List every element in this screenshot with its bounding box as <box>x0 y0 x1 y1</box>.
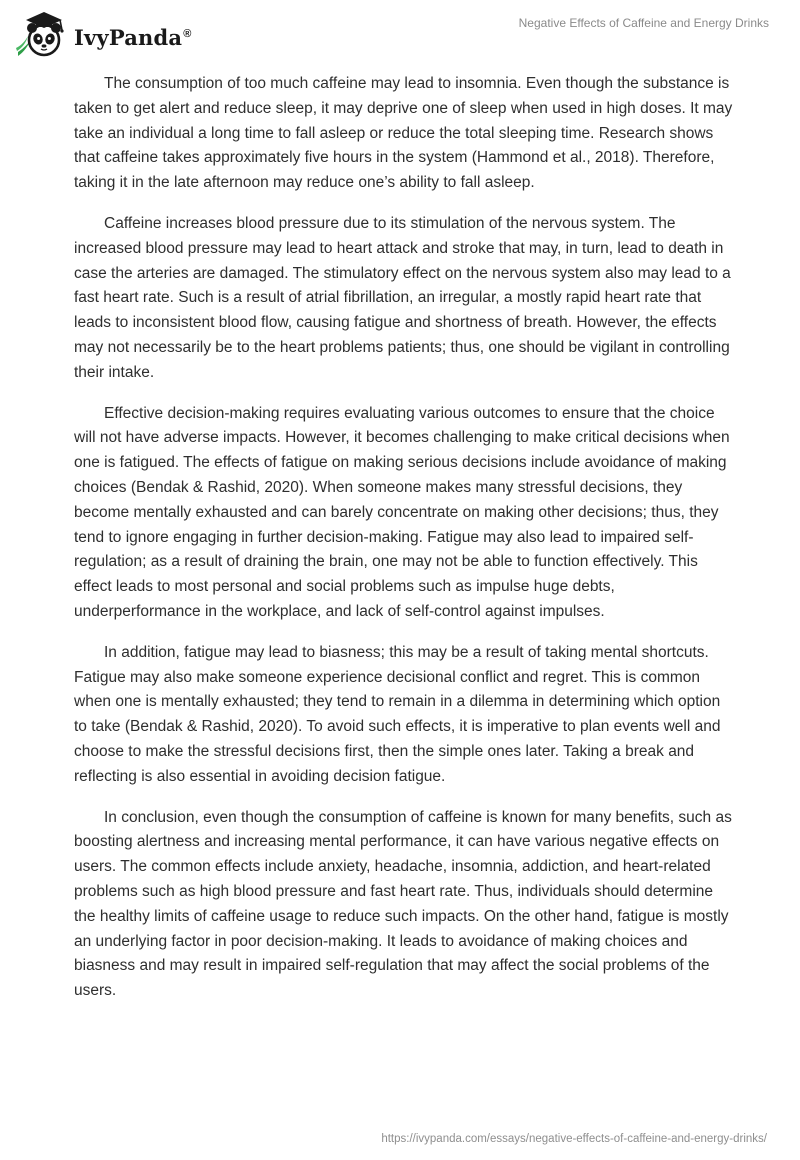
paragraph-biasness: In addition, fatigue may lead to biasness; this may be a result of taking mental shortcuts. Fatigue may also make someone experience decisional conflict and regret. This is common when one is mentally exhausted; they tend to remain in a dilemma in determining which option to take (Bendak & Rashid, 2020). To avoid such effects, it is imperative to plan events well and choose to make the stressful decisions first, then the simple ones later. Taking a break and reflecting is also essential in avoiding decision fatigue. <box>74 643 721 785</box>
panda-graduate-logo-icon <box>14 8 70 62</box>
paragraph-insomnia: The consumption of too much caffeine may lead to insomnia. Even though the substance is taken to get alert and reduce sleep, it may deprive one of sleep when used in high doses. It may take an individual a long time to fall asleep or reduce the total sleeping time. Research shows that caffeine takes approximately five hours in the system (Hammond et al., 2018). Therefore, taking it in the late afternoon may reduce one’s ability to fall asleep. <box>74 75 733 192</box>
registered-mark: ® <box>183 27 192 40</box>
source-url[interactable]: https://ivypanda.com/essays/negative-effects-of-caffeine-and-energy-drinks/ <box>381 1133 767 1145</box>
essay-body <box>74 72 734 1020</box>
document-title: Negative Effects of Caffeine and Energy Drinks <box>518 16 769 30</box>
page-header <box>0 0 800 70</box>
paragraph-conclusion: In conclusion, even though the consumption of caffeine is known for many benefits, such as boosting alertness and increasing mental performance, it can have various negative effects on users. The common effects include anxiety, headache, insomnia, addiction, and heart-related problems such as high blood pressure and fast heart rate. Thus, individuals should determine the healthy limits of caffeine usage to reduce such impacts. On the other hand, fatigue is mostly an underlying factor in poor decision-making. It leads to avoidance of making choices and biasness and may result in impaired self-regulation that may affect the social problems of the users. <box>74 808 732 1000</box>
paragraph-blood-pressure: Caffeine increases blood pressure due to its stimulation of the nervous system. The increased blood pressure may lead to heart attack and stroke that may, in turn, lead to death in case the arteries are damaged. The stimulatory effect on the nervous system also may lead to a fast heart rate. Such is a result of atrial fibrillation, an irregular, a mostly rapid heart rate that leads to inconsistent blood flow, causing fatigue and shortness of breath. However, the effects may not necessarily be to the heart problems patients; thus, one should be vigilant in controlling their intake. <box>74 214 731 381</box>
ivypanda-logo[interactable] <box>14 8 192 62</box>
brand-name: IvyPanda® <box>74 24 192 50</box>
paragraph-decision-making: Effective decision-making requires evaluating various outcomes to ensure that the choice will not have adverse impacts. However, it becomes challenging to make critical decisions when one is fatigued. The effects of fatigue on making serious decisions include avoidance of making choices (Bendak & Rashid, 2020). When someone makes many stressful decisions, they become mentally exhausted and can barely concentrate on making other decisions; thus, they tend to ignore engaging in further decision-making. Fatigue may also lead to impaired self-regulation; as a result of draining the brain, one may not be able to function effectively. This effect leads to most personal and social problems such as impulse huge debts, underperformance in the workplace, and lack of self-control against impulses. <box>74 404 730 620</box>
